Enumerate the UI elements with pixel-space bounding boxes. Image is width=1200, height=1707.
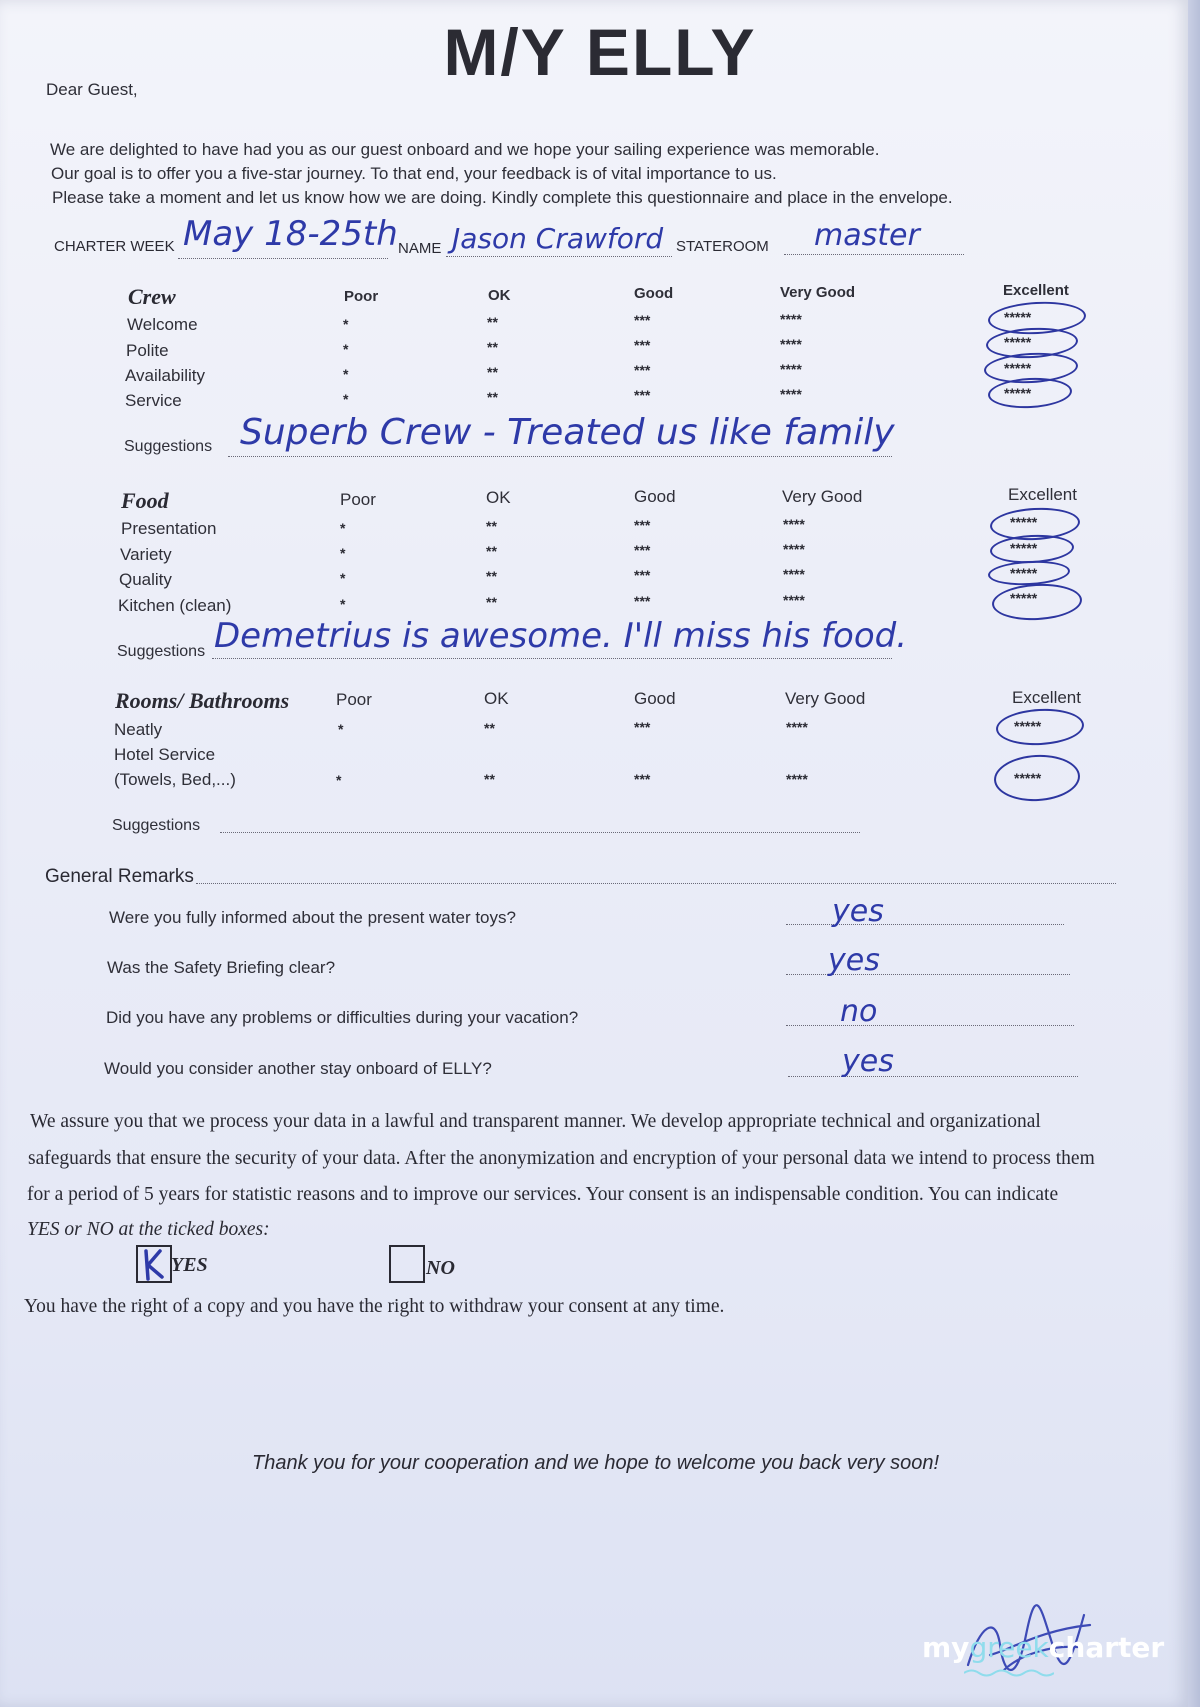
- selected-rating-circle: [987, 559, 1070, 587]
- rating-star-poor[interactable]: *: [343, 316, 349, 332]
- rating-star-poor[interactable]: *: [340, 570, 346, 586]
- crew-row-label: Welcome: [127, 315, 198, 334]
- rooms-suggestions-label: Suggestions: [112, 817, 201, 834]
- rating-star-ok[interactable]: **: [484, 720, 495, 736]
- rating-star-good[interactable]: ***: [634, 593, 651, 609]
- thank-you-note: Thank you for your cooperation and we hope to welcome you back very soon!: [252, 1452, 940, 1474]
- crew-suggestions-label: Suggestions: [124, 438, 213, 455]
- consent-text-line-4: YES or NO at the ticked boxes:: [27, 1219, 270, 1240]
- general-answer[interactable]: yes: [832, 894, 884, 929]
- rating-star-excellent[interactable]: *****: [1010, 540, 1038, 556]
- intro-line-2: Our goal is to offer you a five-star journey. To that end, your feedback is of vital importance to us.: [51, 164, 777, 183]
- food-suggestions-label: Suggestions: [117, 643, 206, 660]
- consent-rights: You have the right of a copy and you have the right to withdraw your consent at any time.: [24, 1296, 725, 1317]
- rating-star-very-good[interactable]: ****: [783, 516, 805, 532]
- food-col-ok: OK: [486, 488, 511, 507]
- crew-suggestions-value[interactable]: Superb Crew - Treated us like family: [240, 412, 895, 453]
- selected-rating-circle: [995, 707, 1085, 748]
- rooms-section-title: Rooms/ Bathrooms: [115, 688, 290, 713]
- selected-rating-circle: [993, 753, 1081, 803]
- food-suggestions-line: [212, 658, 892, 659]
- rooms-col-very-good: Very Good: [785, 689, 866, 708]
- checkmark-icon: [138, 1247, 170, 1281]
- rating-star-good[interactable]: ***: [634, 312, 651, 328]
- stateroom-label: STATEROOM: [676, 238, 769, 255]
- food-suggestions-value[interactable]: Demetrius is awesome. I'll miss his food.: [214, 616, 908, 656]
- rating-star-excellent[interactable]: *****: [1010, 565, 1038, 581]
- rating-star-very-good[interactable]: ****: [780, 361, 802, 377]
- consent-no-label: NO: [426, 1257, 455, 1279]
- rating-star-good[interactable]: ***: [634, 771, 651, 787]
- crew-section-title: Crew: [128, 284, 176, 309]
- rating-star-good[interactable]: ***: [634, 542, 651, 558]
- greeting: Dear Guest,: [46, 80, 138, 99]
- consent-text-line-2: safeguards that ensure the security of your data. After the anonymization and encryption of your personal data we intend to process them: [28, 1148, 1095, 1169]
- rooms-row-label: (Towels, Bed,...): [114, 770, 236, 789]
- stateroom-value[interactable]: master: [814, 218, 920, 253]
- paper-edge: [1188, 0, 1200, 1707]
- rating-star-excellent[interactable]: *****: [1014, 770, 1042, 786]
- crew-row-label: Polite: [126, 341, 169, 360]
- consent-yes-checkbox[interactable]: [136, 1245, 172, 1283]
- rating-star-poor[interactable]: *: [338, 721, 344, 737]
- rooms-col-excellent: Excellent: [1012, 688, 1081, 707]
- rating-star-good[interactable]: ***: [634, 362, 651, 378]
- rating-star-poor[interactable]: *: [340, 596, 346, 612]
- answer-line: [788, 1076, 1078, 1077]
- answer-line: [786, 1025, 1074, 1026]
- rating-star-excellent[interactable]: *****: [1004, 385, 1032, 401]
- rating-star-ok[interactable]: **: [487, 364, 498, 380]
- crew-row-label: Service: [125, 391, 182, 410]
- general-answer[interactable]: yes: [828, 943, 880, 978]
- crew-col-excellent: Excellent: [1003, 282, 1069, 299]
- crew-col-good: Good: [634, 285, 674, 302]
- stateroom-line: [784, 254, 964, 255]
- rating-star-good[interactable]: ***: [634, 387, 651, 403]
- food-row-label: Kitchen (clean): [118, 596, 232, 615]
- rating-star-good[interactable]: ***: [634, 337, 651, 353]
- food-col-excellent: Excellent: [1008, 485, 1077, 504]
- general-question: Was the Safety Briefing clear?: [107, 958, 336, 977]
- food-row-label: Presentation: [121, 519, 217, 538]
- general-question: Were you fully informed about the present water toys?: [109, 908, 516, 927]
- consent-yes-label: YES: [171, 1254, 208, 1276]
- consent-text-line-3: for a period of 5 years for statistic reasons and to improve our services. Your consent is an indispensable condition. You can indicate: [27, 1184, 1059, 1205]
- rooms-col-good: Good: [634, 689, 676, 708]
- rating-star-ok[interactable]: **: [486, 568, 497, 584]
- rating-star-excellent[interactable]: *****: [1004, 360, 1032, 376]
- food-col-very-good: Very Good: [782, 487, 863, 506]
- rating-star-very-good[interactable]: ****: [780, 311, 802, 327]
- crew-col-very-good: Very Good: [780, 284, 856, 301]
- rating-star-ok[interactable]: **: [487, 389, 498, 405]
- rating-star-very-good[interactable]: ****: [783, 592, 805, 608]
- general-question: Did you have any problems or difficulties during your vacation?: [106, 1008, 579, 1027]
- selected-rating-circle: [991, 582, 1083, 623]
- rating-star-excellent[interactable]: *****: [1004, 309, 1032, 325]
- mygreekcharter-logo: mygreekcharter: [922, 1631, 1165, 1664]
- charter-week-line: [178, 258, 388, 259]
- rating-star-excellent[interactable]: *****: [1014, 718, 1042, 734]
- rating-star-poor[interactable]: *: [340, 520, 346, 536]
- charter-week-value[interactable]: May 18-25th: [183, 214, 398, 254]
- rating-star-poor[interactable]: *: [340, 545, 346, 561]
- general-answer[interactable]: yes: [842, 1044, 894, 1079]
- rating-star-very-good[interactable]: ****: [783, 541, 805, 557]
- name-value[interactable]: Jason Crawford: [452, 222, 664, 255]
- rooms-row-label: Hotel Service: [114, 745, 216, 764]
- general-remarks-label: General Remarks: [45, 866, 194, 887]
- rating-star-ok[interactable]: **: [487, 314, 498, 330]
- food-row-label: Variety: [120, 545, 172, 564]
- consent-text-line-1: We assure you that we process your data in a lawful and transparent manner. We develop appropriate technical and organizational: [30, 1111, 1041, 1132]
- rating-star-excellent[interactable]: *****: [1004, 334, 1032, 350]
- rating-star-poor[interactable]: *: [336, 772, 342, 788]
- rating-star-very-good[interactable]: ****: [786, 771, 808, 787]
- rooms-col-ok: OK: [484, 689, 509, 708]
- rating-star-poor[interactable]: *: [343, 366, 349, 382]
- rating-star-poor[interactable]: *: [343, 391, 349, 407]
- rating-star-good[interactable]: ***: [634, 567, 651, 583]
- name-line: [446, 256, 672, 257]
- rating-star-ok[interactable]: **: [486, 543, 497, 559]
- charter-week-label: CHARTER WEEK: [54, 238, 175, 255]
- answer-line: [786, 924, 1064, 925]
- intro-line-3: Please take a moment and let us know how we are doing. Kindly complete this questionnaire and place in the envelope.: [52, 188, 953, 207]
- document-title: M/Y ELLY: [443, 15, 757, 89]
- rating-star-very-good[interactable]: ****: [786, 719, 808, 735]
- rating-star-excellent[interactable]: *****: [1010, 514, 1038, 530]
- rooms-row-label: Neatly: [114, 720, 163, 739]
- intro-line-1: We are delighted to have had you as our guest onboard and we hope your sailing experience was memorable.: [50, 140, 880, 159]
- crew-col-poor: Poor: [344, 288, 379, 305]
- general-answer[interactable]: no: [840, 994, 878, 1029]
- rating-star-very-good[interactable]: ****: [780, 386, 802, 402]
- rating-star-ok[interactable]: **: [486, 518, 497, 534]
- rating-star-excellent[interactable]: *****: [1010, 590, 1038, 606]
- food-col-poor: Poor: [340, 490, 376, 509]
- wave-icon: [964, 1668, 1054, 1678]
- rating-star-poor[interactable]: *: [343, 341, 349, 357]
- rating-star-good[interactable]: ***: [634, 719, 651, 735]
- rating-star-ok[interactable]: **: [484, 771, 495, 787]
- crew-row-label: Availability: [125, 366, 206, 385]
- food-section-title: Food: [121, 488, 169, 513]
- rooms-col-poor: Poor: [336, 690, 372, 709]
- food-col-good: Good: [634, 487, 676, 506]
- rating-star-good[interactable]: ***: [634, 517, 651, 533]
- crew-col-ok: OK: [488, 287, 511, 304]
- consent-no-checkbox[interactable]: [389, 1245, 425, 1283]
- crew-suggestions-line: [228, 456, 892, 457]
- rating-star-ok[interactable]: **: [486, 594, 497, 610]
- food-row-label: Quality: [119, 570, 172, 589]
- rating-star-very-good[interactable]: ****: [780, 336, 802, 352]
- general-remarks-line: [196, 883, 1116, 884]
- rooms-suggestions-line: [220, 832, 860, 833]
- name-label: NAME: [398, 240, 442, 257]
- general-question: Would you consider another stay onboard of ELLY?: [104, 1059, 492, 1078]
- rating-star-very-good[interactable]: ****: [783, 566, 805, 582]
- rating-star-ok[interactable]: **: [487, 339, 498, 355]
